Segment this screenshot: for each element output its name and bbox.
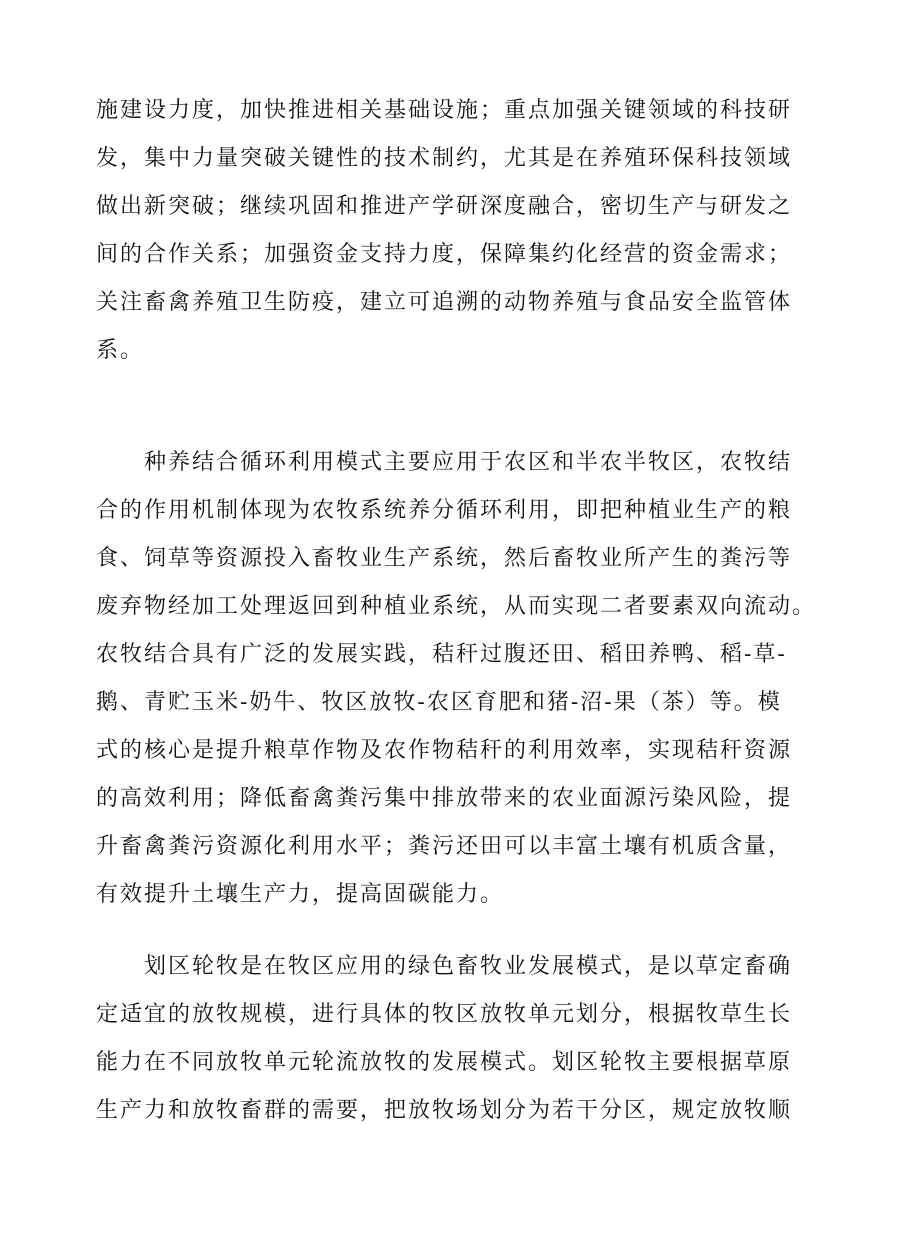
text-line: 定适宜的放牧规模，进行具体的牧区放牧单元划分，根据牧草生长 xyxy=(96,1002,793,1027)
paragraph-crop-livestock-integration xyxy=(96,439,836,919)
text-line: 划区轮牧是在牧区应用的绿色畜牧业发展模式，是以草定畜确 xyxy=(144,954,793,979)
text-line: 升畜禽粪污资源化利用水平；粪污还田可以丰富土壤有机质含量， xyxy=(96,834,793,859)
text-line: 能力在不同放牧单元轮流放牧的发展模式。划区轮牧主要根据草原 xyxy=(96,1050,793,1075)
text-line: 有效提升土壤生产力，提高固碳能力。 xyxy=(96,882,505,907)
text-line: 的高效利用；降低畜禽粪污集中排放带来的农业面源污染风险，提 xyxy=(96,786,793,811)
text-line: 发，集中力量突破关键性的技术制约，尤其是在养殖环保科技领域 xyxy=(96,146,793,171)
text-line: 间的合作关系；加强资金支持力度，保障集约化经营的资金需求； xyxy=(96,242,793,267)
text-line: 农牧结合具有广泛的发展实践，秸秆过腹还田、稻田养鸭、稻-草- xyxy=(96,642,787,667)
text-line: 式的核心是提升粮草作物及农作物秸秆的利用效率，实现秸秆资源 xyxy=(96,738,793,763)
text-line: 生产力和放牧畜群的需要，把放牧场划分为若干分区，规定放牧顺 xyxy=(96,1098,793,1123)
text-line: 鹅、青贮玉米-奶牛、牧区放牧-农区育肥和猪-沼-果（茶）等。模 xyxy=(96,690,782,715)
text-line: 食、饲草等资源投入畜牧业生产系统，然后畜牧业所产生的粪污等 xyxy=(96,546,793,571)
text-line: 废弃物经加工处理返回到种植业系统，从而实现二者要素双向流动。 xyxy=(96,594,817,619)
text-line: 施建设力度，加快推进相关基础设施；重点加强关键领域的科技研 xyxy=(96,98,793,123)
paragraph-infrastructure xyxy=(96,87,836,375)
paragraph-rotational-grazing xyxy=(96,943,836,1135)
text-line: 做出新突破；继续巩固和推进产学研深度融合，密切生产与研发之 xyxy=(96,194,793,219)
text-line: 关注畜禽养殖卫生防疫，建立可追溯的动物养殖与食品安全监管体 xyxy=(96,290,793,315)
text-line: 种养结合循环利用模式主要应用于农区和半农半牧区，农牧结 xyxy=(144,450,793,475)
text-line: 系。 xyxy=(96,338,145,363)
text-line: 合的作用机制体现为农牧系统养分循环利用，即把种植业生产的粮 xyxy=(96,498,793,523)
